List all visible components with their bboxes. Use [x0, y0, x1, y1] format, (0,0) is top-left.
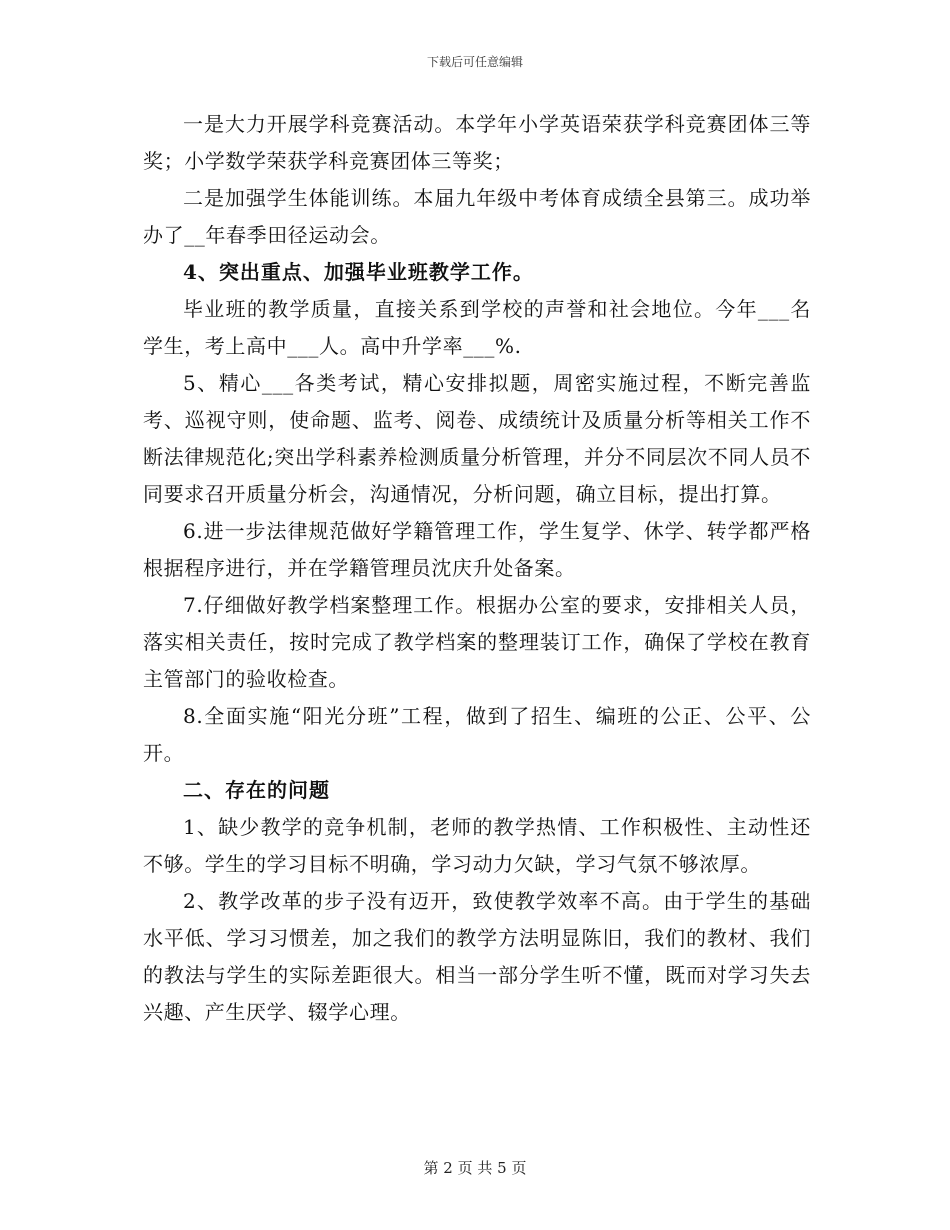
paragraph-archives: 7.仔细做好教学档案整理工作。根据办公室的要求，安排相关人员，落实相关责任，按时完成了教学档案的整理装订工作，确保了学校在教育主管部门的验收检查。: [143, 593, 811, 691]
paragraph-student-records: 6.进一步法律规范做好学籍管理工作，学生复学、休学、转学都严格根据程序进行，并在学籍管理员沈庆升处备案。: [143, 519, 811, 580]
paragraph-problem-1: 1、缺少教学的竞争机制，老师的教学热情、工作积极性、主动性还不够。学生的学习目标不明确，学习动力欠缺，学习气氛不够浓厚。: [143, 815, 811, 876]
page-number: 第 2 页 共 5 页: [423, 1159, 527, 1177]
section-heading-problems: 二、存在的问题: [183, 778, 330, 802]
paragraph-physical-training: 二是加强学生体能训练。本届九年级中考体育成绩全县第三。成功举办了__年春季田径运动会。: [143, 186, 811, 247]
paragraph-competition: 一是大力开展学科竞赛活动。本学年小学英语荣获学科竞赛团体三等奖；小学数学荣获学科竞赛团体三等奖；: [143, 112, 811, 173]
document-body: [143, 106, 811, 1031]
paragraph-class-grouping: 8.全面实施“阳光分班”工程，做到了招生、编班的公正、公平、公开。: [143, 704, 811, 765]
paragraph-exams: 5、精心___各类考试，精心安排拟题，周密实施过程，不断完善监考、巡视守则，使命题、监考、阅卷、成绩统计及质量分析等相关工作不断法律规范化;突出学科素养检测质量分析管理，并分不同层次不同人员不同要求召开质量分析会，沟通情况，分析问题，确立目标，提出打算。: [143, 371, 811, 506]
paragraph-problem-2: 2、教学改革的步子没有迈开，致使教学效率不高。由于学生的基础水平低、学习习惯差，加之我们的教学方法明显陈旧，我们的教材、我们的教法与学生的实际差距很大。相当一部分学生听不懂，既而对学习失去兴趣、产生厌学、辍学心理。: [143, 889, 811, 1024]
paragraph-graduating-quality: 毕业班的教学质量，直接关系到学校的声誉和社会地位。今年___名学生，考上高中___人。高中升学率___%.: [143, 297, 811, 358]
section-heading-graduating-class: 4、突出重点、加强毕业班教学工作。: [183, 260, 534, 284]
page-header: 下载后可任意编辑: [426, 55, 523, 69]
